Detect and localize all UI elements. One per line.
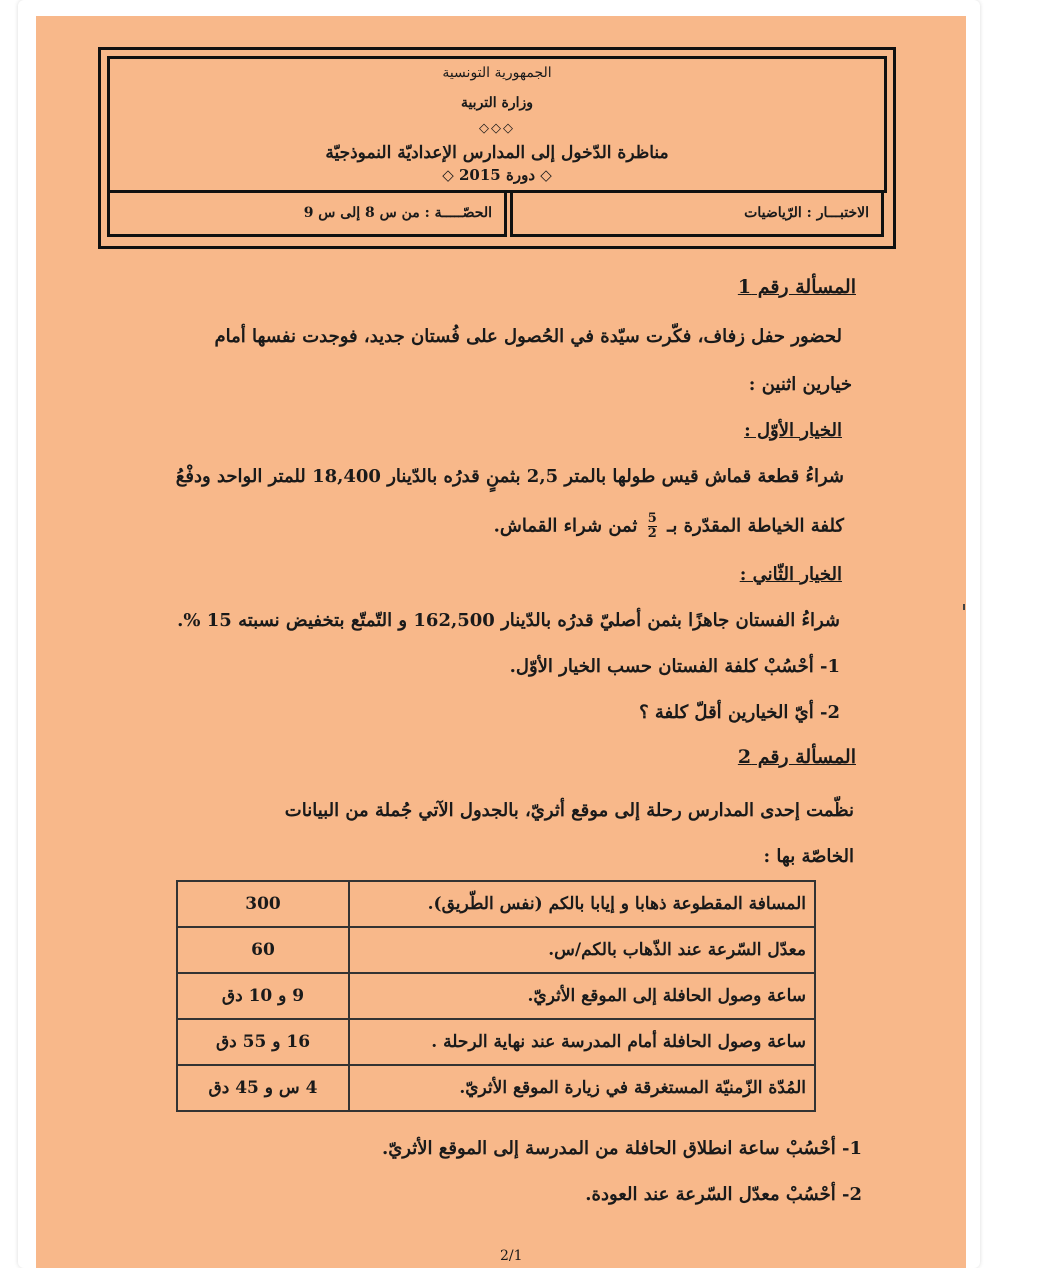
problem2-question1: 1- أحْسُبْ ساعة انطلاق الحافلة من المدرسة إلى الموقع الأثريّ. <box>381 1138 862 1159</box>
table-row <box>177 973 815 1019</box>
option2-title: الخيار الثّاني : <box>739 564 842 585</box>
option1-line2-before: كلفة الخياطة المقدّرة بـ <box>667 515 844 537</box>
problem1-question1: 1- أحْسُبْ كلفة الفستان حسب الخيار الأوّل. <box>509 656 840 677</box>
exam-sheet <box>36 16 966 1268</box>
header-info-row <box>101 190 893 246</box>
problem2-intro-line2: الخاصّة بها : <box>763 846 854 867</box>
table-cell-value: 300 <box>177 881 349 927</box>
problem1-intro-line2: خيارين اثنين : <box>748 374 852 395</box>
trip-data-table <box>176 880 816 1112</box>
option1-line2-after: ثمن شراء القماش. <box>493 515 638 537</box>
option1-line1: شراءُ قطعة قماش قيس طولها بالمتر 2,5 بثمنٍ قدرُه بالدّينار 18,400 للمتر الواحد ودفْعُ <box>175 466 844 487</box>
problem1-question2: 2- أيّ الخيارين أقلّ كلفة ؟ <box>639 702 840 723</box>
table-cell-value: 9 و 10 دق <box>177 973 349 1019</box>
problem2-intro-line1: نظّمت إحدى المدارس رحلة إلى موقع أثريّ، بالجدول الآتي جُملة من البيانات <box>284 800 854 821</box>
option1-title: الخيار الأوّل : <box>744 420 842 441</box>
page-edge-mark <box>963 604 965 610</box>
table-cell-label: معدّل السّرعة عند الذّهاب بالكم/س. <box>349 927 815 973</box>
fraction-five-halves <box>648 512 657 541</box>
table-cell-value: 60 <box>177 927 349 973</box>
table-row <box>177 1019 815 1065</box>
table-cell-label: ساعة وصول الحافلة أمام المدرسة عند نهاية الرحلة . <box>349 1019 815 1065</box>
ministry-label: وزارة التربية <box>460 95 534 111</box>
fraction-numerator: 5 <box>647 511 657 526</box>
header-title-box <box>107 56 887 193</box>
table-row <box>177 1065 815 1111</box>
problem2-question2: 2- أحْسُبْ معدّل السّرعة عند العودة. <box>585 1184 862 1205</box>
ornament: ◇◇◇ <box>479 121 515 136</box>
fraction-denominator: 2 <box>647 526 657 541</box>
problem1-intro-line1: لحضور حفل زفاف، فكّرت سيّدة في الحُصول على فُستان جديد، فوجدت نفسها أمام <box>214 326 842 347</box>
subject-cell <box>510 190 884 237</box>
table-cell-label: المُدّة الزّمنيّة المستغرقة في زيارة الموقع الأثريّ. <box>349 1065 815 1111</box>
table-cell-value: 4 س و 45 دق <box>177 1065 349 1111</box>
page-number: 2/1 <box>500 1248 523 1264</box>
problem1-title: المسألة رقم 1 <box>737 276 856 298</box>
table-cell-label: المسافة المقطوعة ذهابا و إيابا بالكم (نفس الطّريق). <box>349 881 815 927</box>
duration-label: الحصّـــــة : من س 8 إلى س 9 <box>303 205 492 221</box>
table-row <box>177 927 815 973</box>
exam-header <box>98 47 896 249</box>
subject-label: الاختبـــار : الرّياضيات <box>744 205 869 221</box>
option2-line1: شراءُ الفستان جاهزًا بثمن أصليّ قدرُه بالدّينار 162,500 و التّمتّع بتخفيض نسبته 15 %. <box>177 610 840 631</box>
problem2-title: المسألة رقم 2 <box>737 746 856 768</box>
contest-title: مناظرة الدّخول إلى المدارس الإعداديّة النموذجيّة <box>325 143 669 163</box>
session-label: ◇ دورة 2015 ◇ <box>442 166 552 184</box>
table-row <box>177 881 815 927</box>
table-cell-value: 16 و 55 دق <box>177 1019 349 1065</box>
option1-line2 <box>494 512 844 541</box>
republic-label: الجمهورية التونسية <box>442 65 552 81</box>
duration-cell <box>107 190 507 237</box>
table-cell-label: ساعة وصول الحافلة إلى الموقع الأثريّ. <box>349 973 815 1019</box>
